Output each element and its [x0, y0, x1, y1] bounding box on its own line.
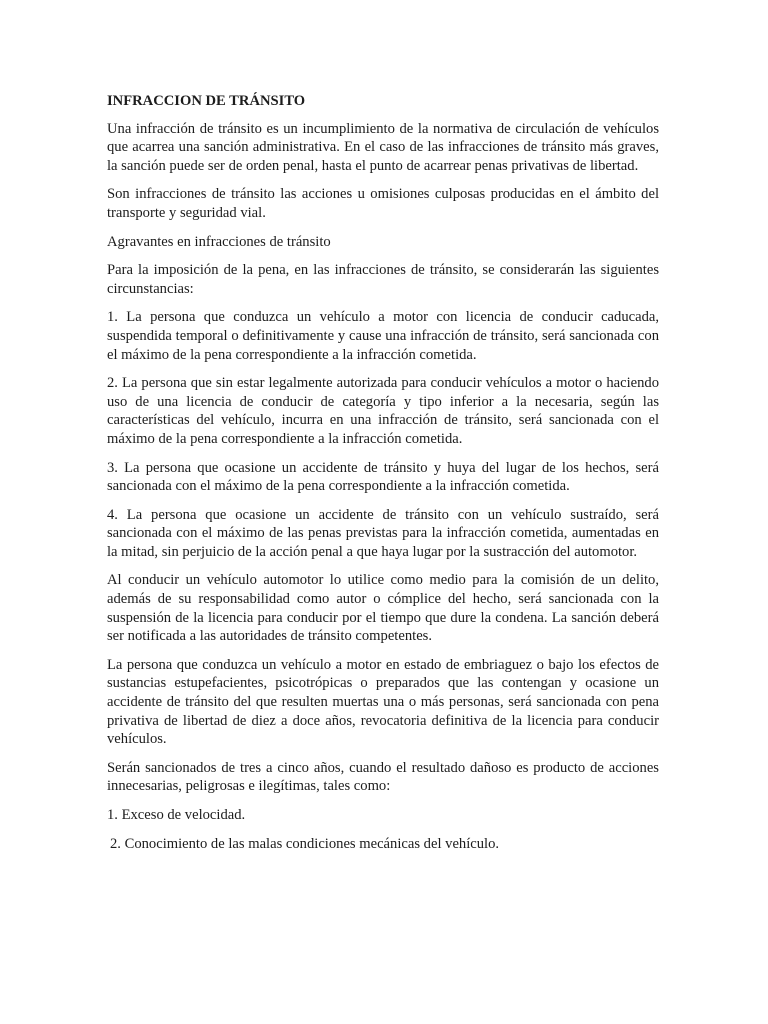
paragraph-definition: Una infracción de tránsito es un incumplimiento de la normativa de circulación de vehículos que acarrea una sanción administrativa. En el caso de las infracciones de tránsito más graves, la sanción puede ser de orden penal, hasta el punto de acarrear penas privativas de libertad. — [107, 120, 659, 174]
paragraph-embriaguez: La persona que conduzca un vehículo a motor en estado de embriaguez o bajo los efectos de sustancias estupefacientes, psicotrópicas o preparados que las contengan y ocasione un accidente de tránsito del que resulten muertas una o más personas, será sancionada con pena privativa de libertad de diez a doce años, revocatoria definitiva de la licencia para conducir vehículos. — [107, 656, 659, 748]
list-item-2: 2. La persona que sin estar legalmente autorizada para conducir vehículos a motor o haciendo uso de una licencia de conducir de categoría y tipo inferior a la necesaria, según las características del vehículo, incurra en una infracción de tránsito, será sancionada con el máximo de la pena correspondiente a la infracción cometida. — [107, 375, 659, 447]
section-heading-agravantes: Agravantes en infracciones de tránsito — [107, 233, 331, 250]
paragraph-sancionados: Serán sancionados de tres a cinco años, cuando el resultado dañoso es producto de acciones innecesarias, peligrosas e ilegítimas, tales como: — [107, 759, 659, 795]
sub-item-2: 2. Conocimiento de las malas condiciones mecánicas del vehículo. — [110, 835, 500, 852]
document-page — [107, 88, 659, 863]
paragraph-culposas: Son infracciones de tránsito las acciones u omisiones culposas producidas en el ámbito del transporte y seguridad vial. — [107, 186, 659, 221]
document-title: INFRACCION DE TRÁNSITO — [107, 93, 306, 109]
list-item-4: 4. La persona que ocasione un accidente de tránsito con un vehículo sustraído, será sancionada con el máximo de las penas previstas para la infracción cometida, aumentadas en la mitad, sin perjuicio de la acción penal a que haya lugar por la sustracción del automotor. — [107, 506, 659, 560]
list-item-3: 3. La persona que ocasione un accidente de tránsito y huya del lugar de los hechos, será sancionada con el máximo de la pena correspondiente a la infracción cometida. — [107, 459, 659, 495]
list-item-1: 1. La persona que conduzca un vehículo a motor con licencia de conducir caducada, suspendida temporal o definitivamente y cause una infracción de tránsito, será sancionada con el máximo de la pena correspondiente a la infracción cometida. — [107, 309, 659, 363]
paragraph-delito: Al conducir un vehículo automotor lo utilice como medio para la comisión de un delito, además de su responsabilidad como autor o cómplice del hecho, será sancionada con la suspensión de la licencia para conducir por el tiempo que dure la condena. La sanción deberá ser notificada a las autoridades de tránsito competentes. — [107, 572, 659, 645]
paragraph-imposicion: Para la imposición de la pena, en las infracciones de tránsito, se considerarán las siguientes circunstancias: — [107, 262, 659, 297]
sub-item-1: 1. Exceso de velocidad. — [107, 807, 246, 823]
